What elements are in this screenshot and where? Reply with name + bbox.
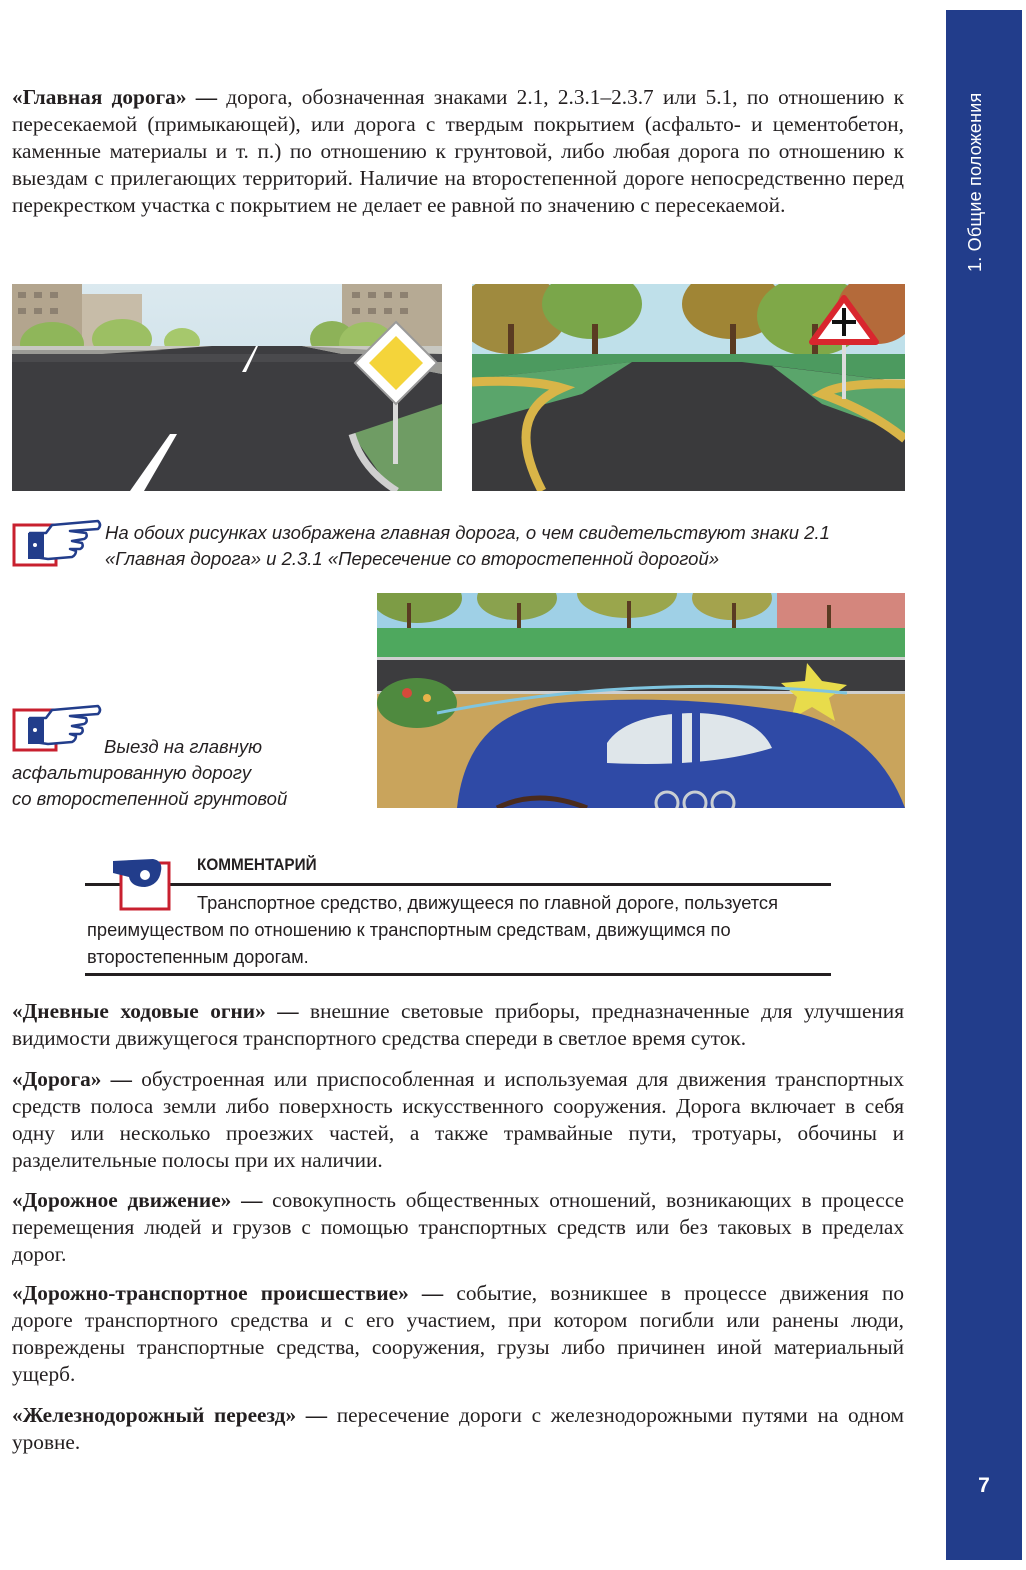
- comment-body: Транспортное средство, движущееся по главной дороге, пользуется преимуществом по отношению к транспортным средствам, движущимся по второстепенным дорогам.: [87, 892, 778, 967]
- comment-title: КОММЕНТАРИЙ: [197, 855, 317, 874]
- page-number: 7: [978, 1474, 990, 1497]
- car-exit-illustration: [377, 593, 905, 808]
- caption-exit-line2: асфальтированную дорогу: [12, 762, 252, 783]
- term-crossing: «Железнодорожный переезд» —: [12, 1403, 328, 1427]
- caption-exit: [12, 734, 287, 812]
- term-road: «Дорога» —: [12, 1067, 132, 1091]
- term-accident: «Дорожно-транспортное происшествие» —: [12, 1281, 444, 1305]
- comment-bottom-rule: [85, 973, 831, 976]
- text-accident: событие, возникшее в процессе движения по дороге транспортного средства и с его участием, при котором погибли или ранены люди, повреждены транспортные средства, сооружения, грузы либо причинен иной материальный ущерб.: [12, 1281, 904, 1386]
- term-traffic: «Дорожное движение» —: [12, 1188, 263, 1212]
- text-daytime-lights: внешние световые приборы, предназначенные для улучшения видимости движущегося транспортного средства спереди в светлое время суток.: [12, 999, 905, 1050]
- pointing-hand-icon: [12, 503, 104, 569]
- caption-both-pictures-line2: «Главная дорога» и 2.3.1 «Пересечение со второстепенной дорогой»: [105, 548, 720, 569]
- caption-exit-line3: со второстепенной грунтовой: [12, 788, 288, 809]
- definition-daytime-lights: [12, 998, 904, 1052]
- text-road: обустроенная или приспособленная и используемая для движения транспортных средств полоса земли либо поверхность искусственного сооружения. Дорога включает в себя одну или несколько проезжих частей, а также трамвайные пути, тротуары, обочины и разделительные полосы при их наличии.: [12, 1067, 905, 1172]
- text-crossing: пересечение дороги с железнодорожными путями на одном уровне.: [12, 1403, 905, 1454]
- comment-text: [87, 889, 829, 970]
- definition-road: [12, 1066, 904, 1174]
- city-intersection-illustration: [12, 284, 442, 491]
- text-main-road: дорога, обозначенная знаками 2.1, 2.3.1–2.3.7 или 5.1, по отношению к пересекаемой (примыкающей), или дорога с твердым покрытием (асфальто- и цементобетон, каменные материалы и т. п.) по отношению к грунтовой, либо любая дорога по отношению к выездам с прилегающих территорий. Наличие на второстепенной дороге непосредственно перед перекрестком участка с покрытием не делает ее равной по значению с пересекаемой.: [12, 85, 904, 217]
- countryside-intersection-illustration: [472, 284, 905, 491]
- term-daytime-lights: «Дневные ходовые огни» —: [12, 999, 299, 1023]
- term-main-road: «Главная дорога» —: [12, 85, 218, 109]
- definition-crossing: [12, 1402, 904, 1456]
- caption-both-pictures-line1: На обоих рисунках изображена главная дорога, о чем свидетельствуют знаки 2.1: [105, 522, 830, 543]
- definition-accident: [12, 1280, 904, 1388]
- definition-main-road: [12, 84, 904, 219]
- text-traffic: совокупность общественных отношений, возникающих в процессе перемещения людей и грузов с помощью транспортных средств или без таковых в пределах дорог.: [12, 1188, 904, 1266]
- caption-exit-line1: Выезд на главную: [104, 736, 263, 757]
- comment-top-rule: [85, 883, 831, 886]
- definition-traffic: [12, 1187, 904, 1268]
- caption-both-pictures: [105, 520, 830, 572]
- section-title: 1. Общие положения: [965, 92, 985, 272]
